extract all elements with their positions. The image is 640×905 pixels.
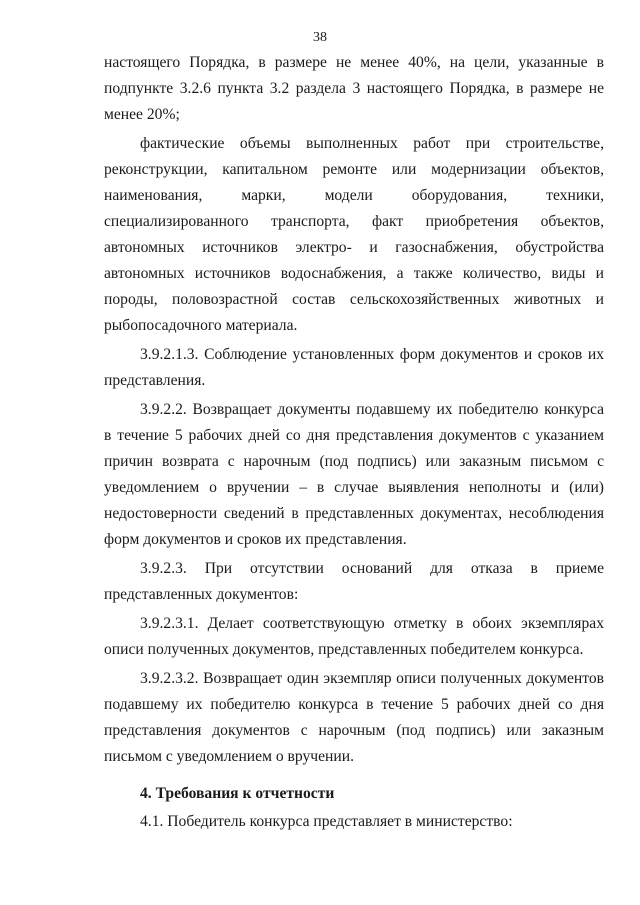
page-number: 38 — [313, 30, 327, 45]
paragraph-actual-volumes: фактические объемы выполненных работ при строительстве, реконструкции, капитальном ремонте или модернизации объектов, наименования, марки, модели оборудования, техники, специализированного транспорта, факт приобретения объектов, автономных источников электро- и газоснабжения, обустройства автономных источников водоснабжения, а также количество, виды и породы, половозрастной состав сельскохозяйственных животных и рыбопосадочного материала. — [104, 135, 604, 334]
paragraph-3-9-2-3: 3.9.2.3. При отсутствии оснований для отказа в приеме представленных документов: — [104, 560, 604, 603]
paragraph-3-9-2-1-3: 3.9.2.1.3. Соблюдение установленных форм документов и сроков их представления. — [104, 346, 604, 389]
paragraph-3-9-2-2: 3.9.2.2. Возвращает документы подавшему их победителю конкурса в течение 5 рабочих дней со дня представления документов с указанием причин возврата с нарочным (под подпись) или заказным письмом с уведомлением о вручении – в случае выявления неполноты и (или) недостоверности сведений в представленных документах, несоблюдения форм документов и сроков их представления. — [104, 401, 604, 548]
paragraph-4-1: 4.1. Победитель конкурса представляет в министерство: — [140, 813, 513, 830]
section-heading: 4. Требования к отчетности — [140, 785, 335, 802]
paragraph-3-9-2-3-1: 3.9.2.3.1. Делает соответствующую отметку в обоих экземплярах описи полученных документов, представленных победителем конкурса. — [104, 615, 604, 658]
paragraph-3-9-2-3-2: 3.9.2.3.2. Возвращает один экземпляр описи полученных документов подавшему их победителю конкурса в течение 5 рабочих дней со дня представления документов с нарочным (под подпись) или заказным письмом с уведомлением о вручении. — [104, 670, 604, 765]
paragraph-continuation: настоящего Порядка, в размере не менее 40%, на цели, указанные в подпункте 3.2.6 пункта 3.2 раздела 3 настоящего Порядка, в размере не менее 20%; — [104, 54, 604, 123]
document-body — [104, 50, 604, 838]
